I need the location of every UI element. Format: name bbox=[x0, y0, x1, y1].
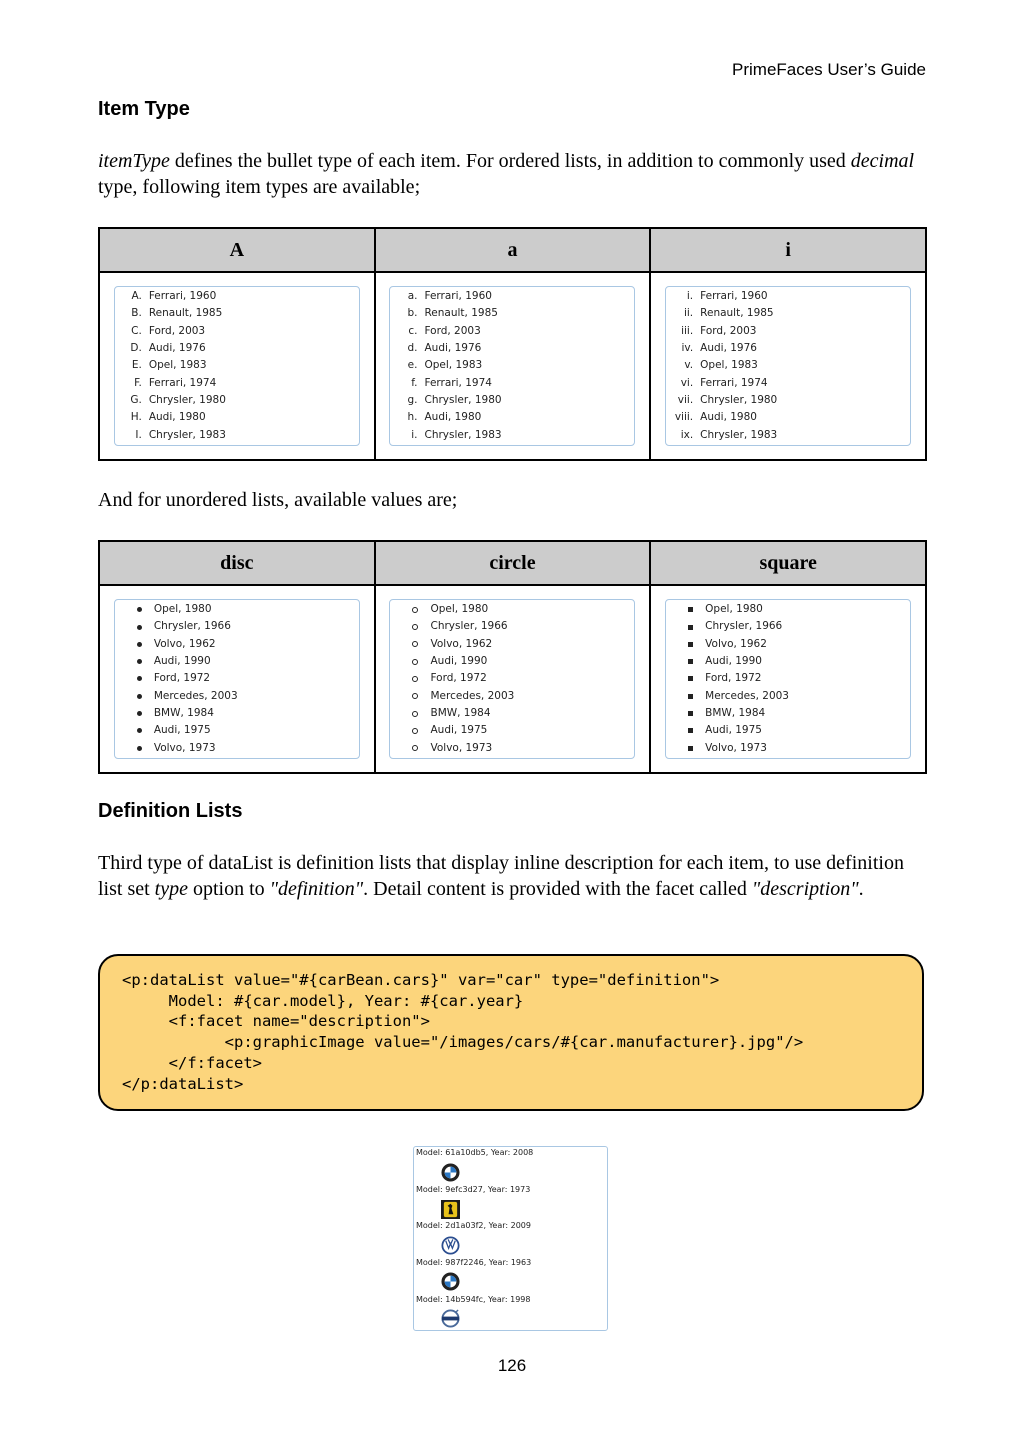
list-item bbox=[390, 375, 634, 392]
ordered-list-lower-roman bbox=[665, 286, 911, 446]
list-item-text: BMW, 1984 bbox=[430, 706, 491, 719]
list-item-text: Mercedes, 2003 bbox=[430, 689, 515, 702]
col-header-circle: circle bbox=[375, 541, 651, 585]
list-marker: H. bbox=[130, 411, 142, 424]
list-item-text: Volvo, 1973 bbox=[430, 741, 493, 754]
list-item bbox=[115, 740, 359, 757]
list-item-text: Audi, 1990 bbox=[153, 655, 211, 668]
list-item-text: Mercedes, 2003 bbox=[705, 689, 789, 702]
list-item-text: Chrysler, 1980 bbox=[424, 393, 502, 406]
list-marker: F. bbox=[134, 376, 142, 389]
circle-bullet-icon bbox=[412, 693, 418, 699]
ordered-list-upper-alpha bbox=[114, 286, 360, 446]
list-item-text: Ford, 1972 bbox=[705, 672, 762, 685]
list-item-text: Opel, 1983 bbox=[148, 359, 207, 372]
list-item bbox=[666, 375, 910, 392]
list-item-text: Audi, 1976 bbox=[700, 342, 757, 355]
square-bullet-icon bbox=[688, 642, 693, 647]
definition-term: Model: 61a10db5, Year: 2008 bbox=[416, 1148, 534, 1157]
list-item-text: Volvo, 1962 bbox=[430, 637, 493, 650]
list-item bbox=[115, 392, 359, 409]
definition-term: Model: 9efc3d27, Year: 1973 bbox=[416, 1185, 531, 1194]
list-item-text: Volvo, 1973 bbox=[153, 741, 216, 754]
square-bullet-icon bbox=[688, 746, 693, 751]
list-item-text: Opel, 1980 bbox=[153, 603, 212, 616]
list-item bbox=[115, 375, 359, 392]
list-marker: ii. bbox=[683, 307, 694, 320]
para-text: defines the bullet type of each item. For ordered lists, in addition to commonly used bbox=[169, 150, 851, 172]
list-item bbox=[666, 601, 910, 618]
list-item bbox=[115, 305, 359, 322]
list-item bbox=[666, 670, 910, 687]
list-marker: vii. bbox=[677, 393, 694, 406]
volkswagen-logo-icon bbox=[441, 1236, 460, 1255]
list-item-text: Chrysler, 1980 bbox=[148, 393, 226, 406]
list-item-text: Audi, 1976 bbox=[148, 342, 206, 355]
square-bullet-icon bbox=[688, 694, 693, 699]
code-line: <f:facet name="description"> bbox=[122, 1012, 430, 1031]
list-item-text: Ford, 2003 bbox=[700, 324, 757, 337]
list-item bbox=[666, 688, 910, 705]
unordered-cell bbox=[375, 585, 651, 773]
list-item bbox=[115, 288, 359, 305]
list-marker: iv. bbox=[681, 342, 694, 355]
list-item bbox=[115, 601, 359, 618]
unordered-types-table bbox=[98, 540, 927, 774]
list-item-text: Audi, 1976 bbox=[424, 342, 482, 355]
list-item-text: Ford, 1972 bbox=[153, 672, 211, 685]
list-item bbox=[666, 618, 910, 635]
square-bullet-icon bbox=[688, 607, 693, 612]
square-bullet-icon bbox=[688, 676, 693, 681]
ordered-cell bbox=[650, 272, 926, 460]
col-header-disc: disc bbox=[99, 541, 375, 585]
list-item-text: Audi, 1975 bbox=[430, 724, 488, 737]
list-marker: vi. bbox=[680, 376, 694, 389]
para-text: Third type of dataList is definition lists that display inline description for each item, to use definition list set bbox=[98, 852, 904, 900]
unordered-list-disc bbox=[114, 599, 360, 759]
list-item bbox=[390, 409, 634, 426]
list-item-text: Opel, 1983 bbox=[700, 359, 758, 372]
para-text: type, following item types are available; bbox=[98, 176, 421, 198]
disc-bullet-icon bbox=[137, 694, 142, 699]
list-item-text: Ferrari, 1974 bbox=[700, 376, 768, 389]
list-item-text: Ford, 2003 bbox=[148, 324, 206, 337]
list-item bbox=[666, 427, 910, 444]
list-item bbox=[390, 427, 634, 444]
list-item bbox=[115, 427, 359, 444]
item-type-heading: Item Type bbox=[98, 98, 190, 120]
list-item-text: Ford, 2003 bbox=[424, 324, 481, 337]
circle-bullet-icon bbox=[412, 659, 418, 665]
unordered-list-square bbox=[665, 599, 911, 759]
list-item bbox=[666, 288, 910, 305]
col-header-lower-roman: i bbox=[650, 228, 926, 272]
list-item bbox=[666, 722, 910, 739]
list-item bbox=[115, 340, 359, 357]
ordered-cell bbox=[99, 272, 375, 460]
square-bullet-icon bbox=[688, 711, 693, 716]
code-line: </p:dataList> bbox=[122, 1074, 244, 1093]
unordered-cell bbox=[99, 585, 375, 773]
list-item bbox=[390, 653, 634, 670]
list-marker: c. bbox=[408, 324, 418, 337]
list-item-text: Ferrari, 1960 bbox=[700, 290, 768, 303]
disc-bullet-icon bbox=[137, 659, 142, 664]
unordered-list-circle bbox=[389, 599, 635, 759]
disc-bullet-icon bbox=[137, 607, 142, 612]
list-item-text: Chrysler, 1983 bbox=[424, 428, 502, 441]
list-item bbox=[390, 601, 634, 618]
circle-bullet-icon bbox=[412, 711, 418, 717]
list-item-text: Opel, 1980 bbox=[430, 603, 489, 616]
list-item-text: Renault, 1985 bbox=[700, 307, 774, 320]
disc-bullet-icon bbox=[137, 728, 142, 733]
decimal-term: decimal bbox=[850, 150, 915, 172]
disc-bullet-icon bbox=[137, 711, 142, 716]
list-item-text: Opel, 1983 bbox=[424, 359, 483, 372]
list-marker: B. bbox=[131, 307, 142, 320]
list-item-text: Chrysler, 1980 bbox=[700, 393, 778, 406]
list-item bbox=[390, 636, 634, 653]
list-marker: a. bbox=[407, 290, 418, 303]
ferrari-logo-icon bbox=[441, 1200, 460, 1219]
type-term: type bbox=[154, 878, 188, 900]
bmw-logo-icon bbox=[441, 1163, 460, 1182]
list-item bbox=[390, 340, 634, 357]
square-bullet-icon bbox=[688, 728, 693, 733]
list-item bbox=[666, 340, 910, 357]
list-item bbox=[666, 705, 910, 722]
code-line: </f:facet> bbox=[122, 1053, 262, 1072]
code-text bbox=[122, 970, 803, 1094]
col-header-lower-alpha: a bbox=[375, 228, 651, 272]
list-marker: C. bbox=[131, 324, 142, 337]
list-item bbox=[115, 670, 359, 687]
list-item-text: Audi, 1980 bbox=[700, 411, 757, 424]
para-text: . bbox=[858, 878, 864, 900]
definition-term: Model: 2d1a03f2, Year: 2009 bbox=[416, 1221, 531, 1230]
list-item bbox=[390, 688, 634, 705]
ordered-cell bbox=[375, 272, 651, 460]
description-term: "description" bbox=[751, 878, 859, 900]
list-item-text: Chrysler, 1966 bbox=[153, 620, 231, 633]
ordered-list-lower-alpha bbox=[389, 286, 635, 446]
list-item bbox=[390, 618, 634, 635]
list-item bbox=[115, 357, 359, 374]
list-item bbox=[115, 409, 359, 426]
circle-bullet-icon bbox=[412, 745, 418, 751]
item-type-term: itemType bbox=[98, 150, 170, 172]
list-item-text: Renault, 1985 bbox=[424, 307, 498, 320]
list-item-text: Volvo, 1973 bbox=[705, 741, 767, 754]
list-item bbox=[390, 392, 634, 409]
list-item bbox=[390, 357, 634, 374]
list-item-text: BMW, 1984 bbox=[705, 706, 766, 719]
definition-lists-paragraph bbox=[98, 850, 928, 902]
list-item-text: Ferrari, 1974 bbox=[148, 376, 217, 389]
circle-bullet-icon bbox=[412, 676, 418, 682]
circle-bullet-icon bbox=[412, 728, 418, 734]
list-item bbox=[666, 357, 910, 374]
list-item-text: Renault, 1985 bbox=[148, 307, 223, 320]
list-item-text: Volvo, 1962 bbox=[153, 637, 216, 650]
list-item bbox=[115, 323, 359, 340]
list-marker: b. bbox=[407, 307, 418, 320]
list-item bbox=[390, 722, 634, 739]
definition-list-example bbox=[413, 1146, 608, 1331]
list-item bbox=[390, 740, 634, 757]
circle-bullet-icon bbox=[412, 641, 418, 647]
list-marker: I. bbox=[135, 428, 142, 441]
list-item bbox=[115, 688, 359, 705]
list-marker: e. bbox=[407, 359, 418, 372]
list-marker: f. bbox=[411, 376, 418, 389]
disc-bullet-icon bbox=[137, 642, 142, 647]
list-item bbox=[390, 305, 634, 322]
disc-bullet-icon bbox=[137, 676, 142, 681]
list-item bbox=[666, 409, 910, 426]
definition-term: Model: 14b594fc, Year: 1998 bbox=[416, 1295, 531, 1304]
list-marker: d. bbox=[407, 342, 418, 355]
list-marker: h. bbox=[407, 411, 418, 424]
disc-bullet-icon bbox=[137, 746, 142, 751]
square-bullet-icon bbox=[688, 625, 693, 630]
running-header: PrimeFaces User’s Guide bbox=[732, 60, 926, 79]
list-item bbox=[666, 653, 910, 670]
list-item-text: Chrysler, 1983 bbox=[700, 428, 778, 441]
list-marker: iii. bbox=[681, 324, 694, 337]
list-item-text: Volvo, 1962 bbox=[705, 637, 767, 650]
square-bullet-icon bbox=[688, 659, 693, 664]
list-item-text: Audi, 1975 bbox=[153, 724, 211, 737]
list-marker: viii. bbox=[674, 411, 694, 424]
list-item bbox=[666, 305, 910, 322]
list-item-text: Audi, 1990 bbox=[705, 655, 762, 668]
volvo-logo-icon bbox=[441, 1309, 460, 1328]
definition-term: "definition" bbox=[269, 878, 364, 900]
list-item bbox=[390, 670, 634, 687]
list-item-text: Chrysler, 1983 bbox=[148, 428, 226, 441]
unordered-cell bbox=[650, 585, 926, 773]
code-line: <p:dataList value="#{carBean.cars}" var="car" type="definition"> bbox=[122, 971, 720, 989]
code-line: Model: #{car.model}, Year: #{car.year} bbox=[122, 991, 524, 1010]
list-item bbox=[390, 288, 634, 305]
col-header-square: square bbox=[650, 541, 926, 585]
list-item bbox=[666, 392, 910, 409]
list-item-text: Ferrari, 1960 bbox=[148, 290, 217, 303]
disc-bullet-icon bbox=[137, 625, 142, 630]
list-marker: E. bbox=[131, 359, 142, 372]
para-text: . Detail content is provided with the facet called bbox=[363, 878, 752, 900]
list-item bbox=[115, 636, 359, 653]
list-marker: D. bbox=[130, 342, 142, 355]
circle-bullet-icon bbox=[412, 607, 418, 613]
list-marker: ix. bbox=[680, 428, 694, 441]
ordered-types-table bbox=[98, 227, 927, 461]
list-item-text: Ferrari, 1974 bbox=[424, 376, 492, 389]
list-item bbox=[115, 722, 359, 739]
list-item bbox=[115, 705, 359, 722]
list-item bbox=[390, 705, 634, 722]
list-item bbox=[666, 323, 910, 340]
list-item-text: Ford, 1972 bbox=[430, 672, 487, 685]
definition-lists-heading: Definition Lists bbox=[98, 800, 243, 822]
list-item bbox=[115, 618, 359, 635]
list-marker: A. bbox=[131, 290, 142, 303]
bmw-logo-icon bbox=[441, 1272, 460, 1291]
code-line: <p:graphicImage value="/images/cars/#{car.manufacturer}.jpg"/> bbox=[122, 1033, 804, 1052]
list-item-text: Mercedes, 2003 bbox=[153, 689, 238, 702]
list-item bbox=[390, 323, 634, 340]
item-type-paragraph bbox=[98, 148, 928, 200]
list-item bbox=[115, 653, 359, 670]
list-item-text: Audi, 1975 bbox=[705, 724, 762, 737]
code-block bbox=[98, 954, 924, 1111]
list-marker: v. bbox=[684, 359, 694, 372]
circle-bullet-icon bbox=[412, 624, 418, 630]
list-item-text: Opel, 1980 bbox=[705, 603, 763, 616]
list-item-text: Audi, 1980 bbox=[148, 411, 206, 424]
list-item-text: Ferrari, 1960 bbox=[424, 290, 492, 303]
page-number: 126 bbox=[497, 1356, 527, 1375]
para-text: option to bbox=[187, 878, 270, 900]
unordered-intro: And for unordered lists, available values are; bbox=[98, 489, 458, 511]
list-item-text: BMW, 1984 bbox=[153, 706, 214, 719]
definition-term: Model: 987f2246, Year: 1963 bbox=[416, 1258, 532, 1267]
col-header-upper-alpha: A bbox=[99, 228, 375, 272]
list-marker: i. bbox=[686, 290, 694, 303]
list-marker: g. bbox=[407, 393, 418, 406]
list-marker: i. bbox=[411, 428, 418, 441]
list-item-text: Audi, 1980 bbox=[424, 411, 482, 424]
list-item bbox=[666, 740, 910, 757]
list-item bbox=[666, 636, 910, 653]
list-item-text: Chrysler, 1966 bbox=[430, 620, 508, 633]
list-item-text: Chrysler, 1966 bbox=[705, 620, 783, 633]
list-marker: G. bbox=[130, 393, 142, 406]
list-item-text: Audi, 1990 bbox=[430, 655, 488, 668]
